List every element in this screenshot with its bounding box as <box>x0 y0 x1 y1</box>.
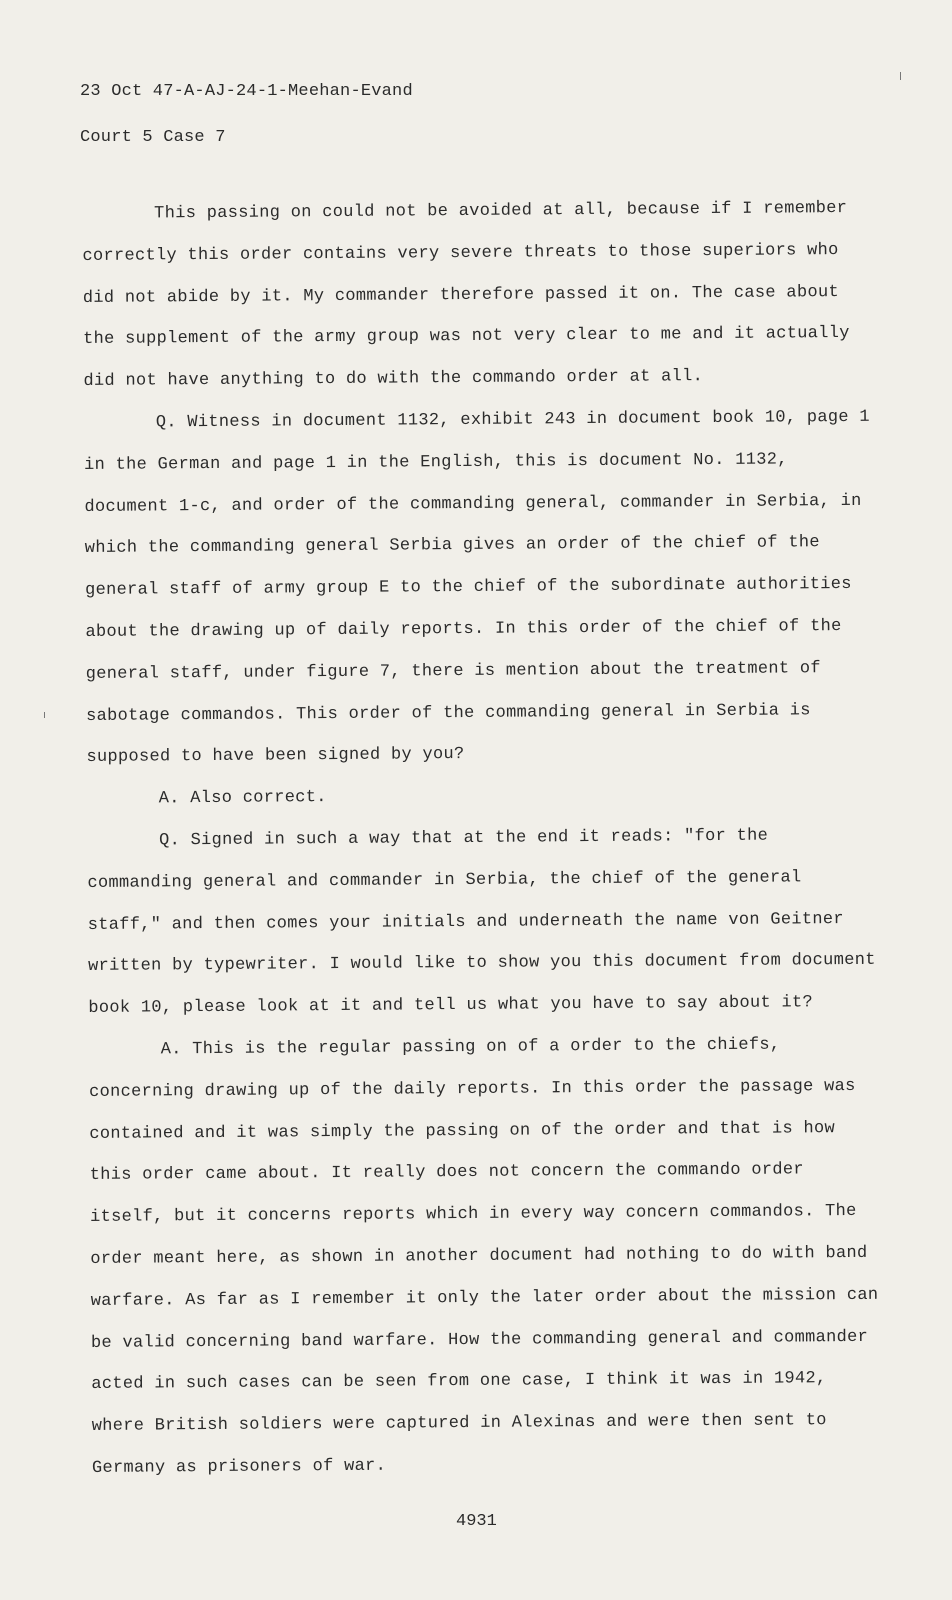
margin-mark <box>44 712 45 718</box>
transcript-body <box>82 188 882 1490</box>
paragraph-answer-2: A. This is the regular passing on of a order to the chiefs, concerning drawing up of the daily reports. In this order the passage was contained and it was simply the passing on of the order and that is how this order came about. It really does not concern the commando order itself, but it concerns reports which in every way concern commandos. The order meant here, as shown in another document had nothing to do with band warfare. As far as I remember it only the later order about the mission can be valid concerning band warfare. How the commanding general and commander acted in such cases can be seen from one case, I think it was in 1942, where British soldiers were captured in Alexinas and were then sent to Germany as prisoners of war. <box>88 1035 879 1478</box>
paragraph-question-2: Q. Signed in such a way that at the end it reads: "for the commanding general and commander in Serbia, the chief of the general staff," and then comes your initials and underneath the name von Geitner written by typewriter. I would like to show you this document from document book 10, please look at it and tell us what you have to say about it? <box>87 826 876 1019</box>
paragraph-answer-1: A. Also correct. <box>158 788 327 809</box>
page-number: 4931 <box>456 1512 497 1531</box>
paragraph-question-1: Q. Witness in document 1132, exhibit 243 in document book 10, page 1 in the German and page 1 in the English, this is document No. 1132, document 1-c, and order of the commanding general, commander in Serbia, in which the commanding general Serbia gives an order of the chief of the general staff of army group E to the chief of the subordinate authorities about the drawing up of daily reports. In this order of the chief of the general staff, under figure 7, there is mention about the treatment of sabotage commandos. This order of the commanding general in Serbia is supposed to have been signed by you? <box>84 407 870 768</box>
margin-mark <box>900 72 901 80</box>
court-case-line: Court 5 Case 7 <box>80 128 226 147</box>
paragraph-statement: This passing on could not be avoided at all, because if I remember correctly this order contains very severe threats to those superiors who did not abide by it. My commander therefore passed it on. The case about the supplement of the army group was not very clear to me and it actually did not have anything to do with the commando order at all. <box>82 198 850 392</box>
document-reference: 23 Oct 47-A-AJ-24-1-Meehan-Evand <box>80 82 413 101</box>
